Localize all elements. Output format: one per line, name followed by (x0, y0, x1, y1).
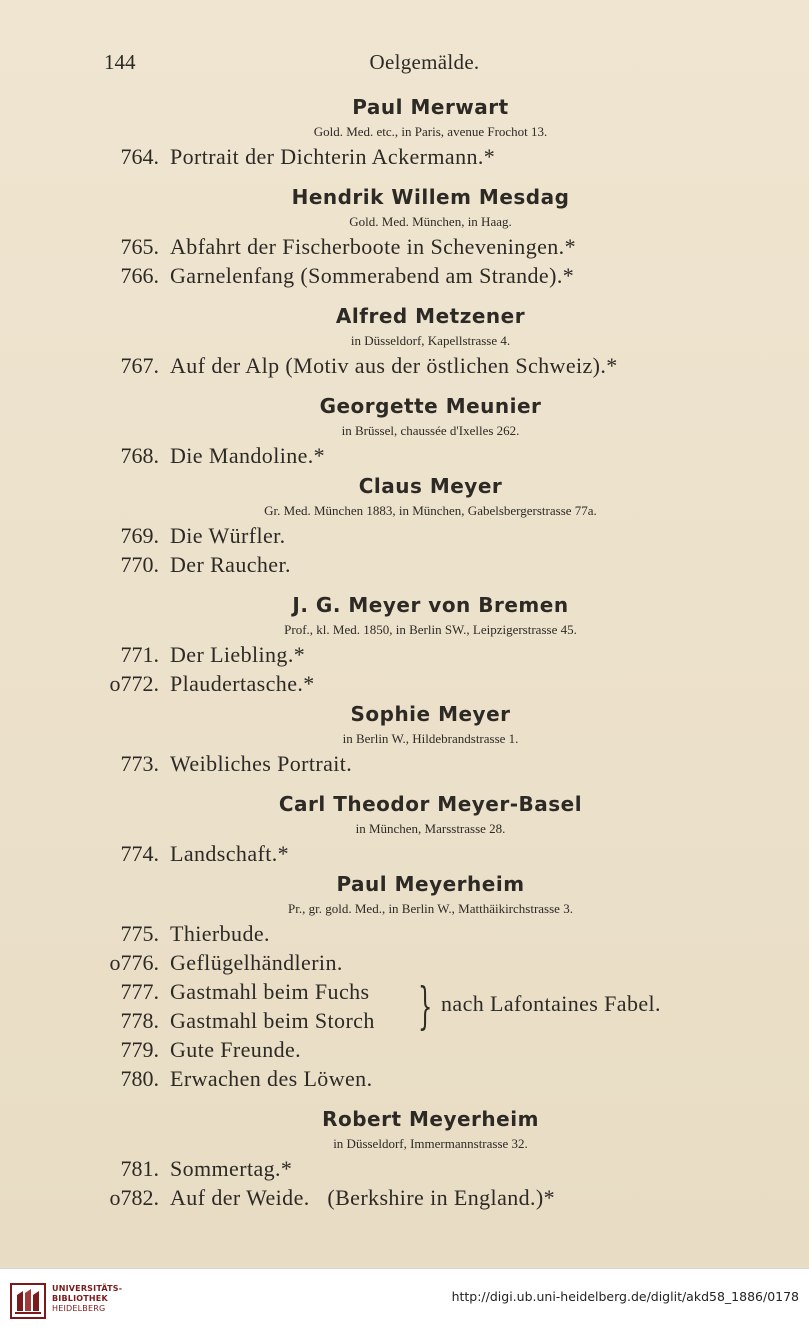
artist-info: Gold. Med. etc., in Paris, avenue Frochot 13. (313, 124, 548, 139)
artist-info: in Berlin W., Hildebrandstrasse 1. (342, 731, 519, 746)
artist-info: Gr. Med. München 1883, in München, Gabelsbergerstrasse 77a. (264, 503, 597, 518)
catalog-entry (0, 669, 809, 698)
entry-number: 764. (120, 144, 159, 169)
artist-section (0, 1105, 809, 1212)
artist-name: Sophie Meyer (350, 702, 511, 726)
artist-name: Claus Meyer (358, 474, 503, 498)
entry-title: Gute Freunde. (170, 1037, 302, 1062)
catalog-entry (0, 232, 809, 261)
catalog-entry (0, 521, 809, 550)
entry-title: Weibliches Portrait. (170, 751, 353, 776)
catalog-entry (0, 1064, 809, 1093)
bracketed-entries (0, 977, 809, 1035)
artist-info: in München, Marsstrasse 28. (355, 821, 506, 836)
catalog-entry (0, 977, 809, 1006)
catalog-entry (0, 261, 809, 290)
entry-number: 767. (120, 353, 159, 378)
catalog-entry (0, 919, 809, 948)
library-name-line: HEIDELBERG (52, 1304, 106, 1313)
catalog-entry (0, 441, 809, 470)
catalog-entry (0, 1035, 809, 1064)
artist-name: J. G. Meyer von Bremen (292, 593, 569, 617)
artist-section (0, 93, 809, 171)
entry-number: 774. (120, 841, 159, 866)
catalog-content (0, 93, 809, 1212)
page-header (0, 50, 809, 80)
catalog-entry (0, 1154, 809, 1183)
artist-info: in Brüssel, chaussée d'Ixelles 262. (341, 423, 520, 438)
artist-name: Paul Merwart (352, 95, 509, 119)
entry-number: 765. (120, 234, 159, 259)
entry-number: 766. (120, 263, 159, 288)
artist-section (0, 183, 809, 290)
entry-title: Abfahrt der Fischerboote in Scheveningen.* (170, 234, 576, 259)
catalog-entry (0, 749, 809, 778)
entry-title: Portrait der Dichterin Ackermann.* (170, 144, 496, 169)
artist-info: Pr., gr. gold. Med., in Berlin W., Matthäikirchstrasse 3. (288, 901, 573, 916)
entry-title: Auf der Alp (Motiv aus der östlichen Schweiz).* (170, 353, 618, 378)
entry-title: Sommertag.* (170, 1156, 293, 1181)
entry-title: Garnelenfang (Sommerabend am Strande).* (170, 263, 575, 288)
entry-number: 781. (120, 1156, 159, 1181)
entry-number: 771. (120, 642, 159, 667)
catalog-entry (0, 839, 809, 868)
artist-name: Paul Meyerheim (336, 872, 525, 896)
catalog-entry (0, 550, 809, 579)
artist-name: Carl Theodor Meyer-Basel (278, 792, 583, 816)
entry-number: 777. (120, 979, 159, 1004)
entry-number: o772. (109, 671, 159, 696)
artist-name: Georgette Meunier (319, 394, 542, 418)
entry-title: Erwachen des Löwen. (170, 1066, 373, 1091)
entry-title: Die Mandoline.* (170, 443, 326, 468)
entry-number: 775. (120, 921, 159, 946)
entry-number: 780. (120, 1066, 159, 1091)
artist-section (0, 472, 809, 579)
entry-number: 768. (120, 443, 159, 468)
entry-title: Der Raucher. (170, 552, 291, 577)
entry-number: 778. (120, 1008, 159, 1033)
library-name-line: UNIVERSITÄTS- (52, 1284, 123, 1293)
entry-title: Landschaft.* (170, 841, 290, 866)
entry-number: 769. (120, 523, 159, 548)
artist-section (0, 700, 809, 778)
entry-title: Die Würfler. (170, 523, 286, 548)
entry-title: Thierbude. (170, 921, 270, 946)
artist-section (0, 591, 809, 698)
artist-section (0, 870, 809, 1093)
catalog-entry (0, 351, 809, 380)
artist-section (0, 392, 809, 470)
curly-brace-icon: } (418, 977, 433, 1035)
university-library-logo-icon (10, 1283, 46, 1319)
artist-section (0, 790, 809, 868)
artist-info: in Düsseldorf, Immermannstrasse 32. (333, 1136, 528, 1151)
artist-name: Hendrik Willem Mesdag (291, 185, 570, 209)
source-url-link[interactable]: http://digi.ub.uni-heidelberg.de/diglit/akd58_1886/0178 (451, 1289, 799, 1304)
entry-title: Plaudertasche.* (170, 671, 315, 696)
entry-number: o776. (109, 950, 159, 975)
artist-section (0, 302, 809, 380)
artist-info: in Düsseldorf, Kapellstrasse 4. (350, 333, 511, 348)
catalog-entry (0, 948, 809, 977)
running-title: Oelgemälde. (369, 50, 480, 74)
entry-title: Geflügelhändlerin. (170, 950, 343, 975)
entry-title: Gastmahl beim Fuchs (170, 979, 370, 1004)
artist-name: Alfred Metzener (335, 304, 526, 328)
brace-note: nach Lafontaines Fabel. (441, 991, 661, 1016)
entry-number: 773. (120, 751, 159, 776)
digital-library-footer (0, 1268, 809, 1330)
catalog-entry (0, 142, 809, 171)
entry-number: 770. (120, 552, 159, 577)
entry-title: Auf der Weide. (Berkshire in England.)* (170, 1185, 556, 1210)
catalog-entry (0, 640, 809, 669)
page-number: 144 (104, 50, 136, 74)
catalog-entry (0, 1183, 809, 1212)
entry-number: o782. (109, 1185, 159, 1210)
artist-name: Robert Meyerheim (322, 1107, 539, 1131)
artist-info: Gold. Med. München, in Haag. (349, 214, 512, 229)
entry-number: 779. (120, 1037, 159, 1062)
entry-title: Gastmahl beim Storch (170, 1008, 375, 1033)
library-name-line: BIBLIOTHEK (52, 1294, 108, 1303)
artist-info: Prof., kl. Med. 1850, in Berlin SW., Leipzigerstrasse 45. (284, 622, 577, 637)
library-name (52, 1284, 122, 1314)
entry-title: Der Liebling.* (170, 642, 306, 667)
catalog-entry (0, 1006, 809, 1035)
